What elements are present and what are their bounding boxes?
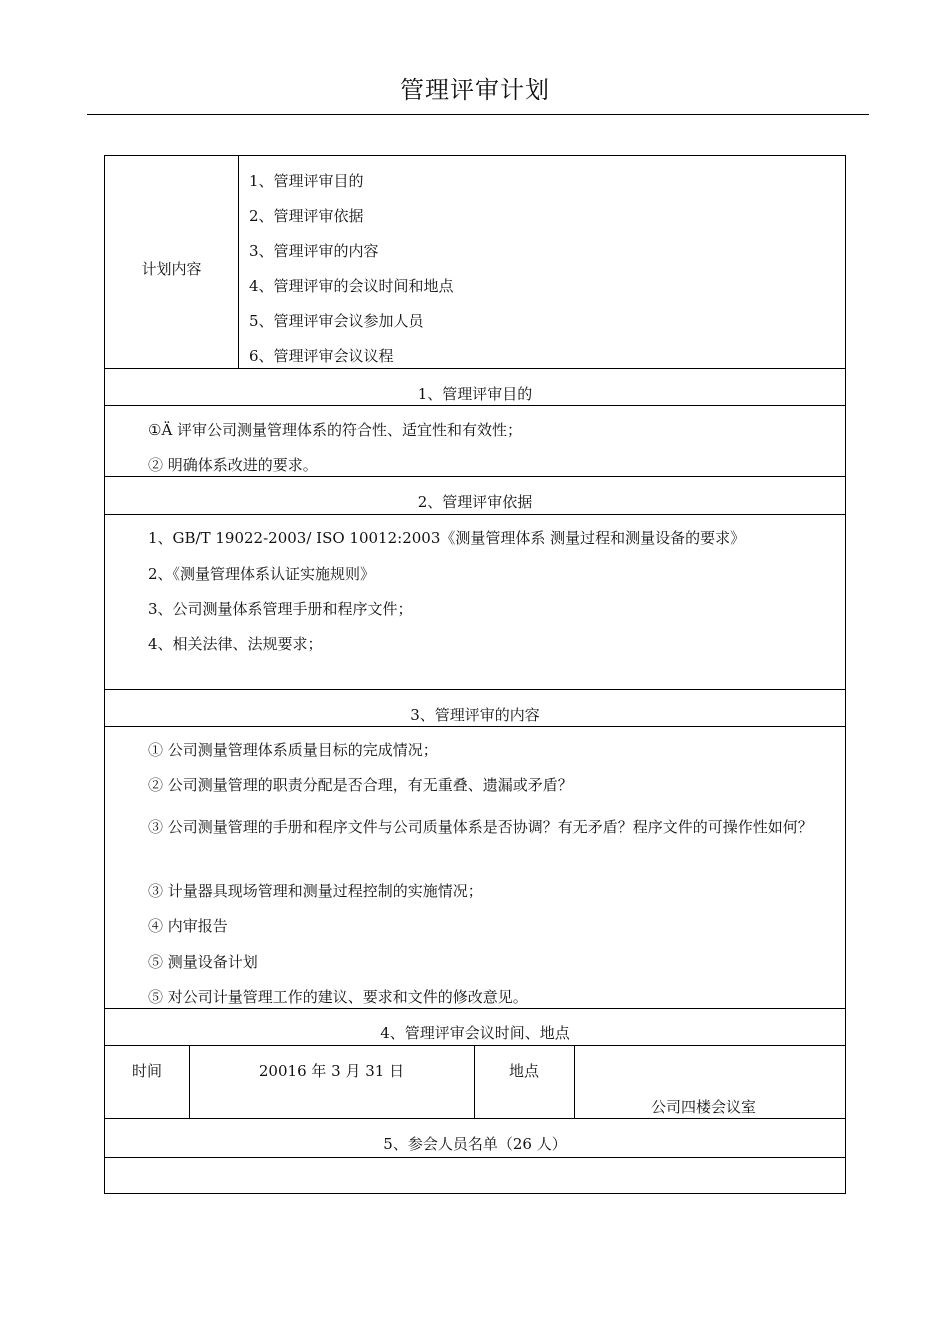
content-line: ③ 计量器具现场管理和测量过程控制的实施情况；: [148, 882, 483, 900]
content-line: ④ 内审报告: [148, 917, 228, 935]
row-divider: [105, 689, 845, 690]
time-value: 20016 年 3 月 31 日: [258, 1062, 405, 1080]
attendee-list-cell: [105, 1157, 845, 1193]
time-label: 时间: [131, 1062, 162, 1080]
row-divider: [105, 1118, 845, 1119]
content-line: ⑤ 测量设备计划: [148, 953, 258, 971]
section-heading-basis: 2、管理评审依据: [417, 493, 533, 511]
place-label: 地点: [508, 1062, 539, 1080]
basis-line: 4、相关法律、法规要求；: [148, 635, 323, 653]
content-line: ③ 公司测量管理的手册和程序文件与公司质量体系是否协调？有无矛盾？程序文件的可操作性如何？: [148, 818, 813, 836]
plan-label: 计划内容: [141, 260, 202, 278]
content-line: ① 公司测量管理体系质量目标的完成情况；: [148, 741, 438, 759]
row-divider: [105, 405, 845, 406]
basis-line: 3、公司测量体系管理手册和程序文件；: [148, 600, 413, 618]
content-line: ⑤ 对公司计量管理工作的建议、要求和文件的修改意见。: [148, 988, 528, 1006]
plan-item: 1、管理评审目的: [249, 172, 364, 190]
plan-item: 3、管理评审的内容: [249, 242, 379, 260]
row-divider: [105, 1045, 845, 1046]
section-heading-purpose: 1、管理评审目的: [417, 385, 533, 403]
basis-line: 2、《测量管理体系认证实施规则》: [148, 565, 376, 583]
plan-column-divider: [238, 156, 239, 368]
content-line: ② 公司测量管理的职责分配是否合理，有无重叠、遗漏或矛盾？: [148, 776, 573, 794]
row-divider: [105, 1008, 845, 1009]
section-heading-attendees: 5、参会人员名单（26 人）: [383, 1135, 567, 1153]
title-underline: [87, 114, 869, 115]
plan-item: 5、管理评审会议参加人员: [249, 312, 424, 330]
basis-line: 1、GB/T 19022-2003/ ISO 10012:2003《测量管理体系 测量过程和测量设备的要求》: [148, 529, 746, 547]
purpose-line: ①Ä 评审公司测量管理体系的符合性、适宜性和有效性；: [148, 421, 523, 439]
row-divider: [105, 514, 845, 515]
row-divider: [105, 368, 845, 369]
row-divider: [105, 476, 845, 477]
purpose-line: ② 明确体系改进的要求。: [148, 456, 318, 474]
row-divider: [105, 726, 845, 727]
section-heading-time-place: 4、管理评审会议时间、地点: [380, 1024, 570, 1042]
plan-item: 2、管理评审依据: [249, 207, 364, 225]
document-title: 管理评审计划: [400, 76, 550, 104]
plan-item: 4、管理评审的会议时间和地点: [249, 277, 454, 295]
plan-item: 6、管理评审会议议程: [249, 347, 394, 365]
column-divider: [574, 1045, 575, 1118]
column-divider: [189, 1045, 190, 1118]
section-heading-content: 3、管理评审的内容: [410, 706, 540, 724]
place-value: 公司四楼会议室: [651, 1098, 757, 1116]
column-divider: [474, 1045, 475, 1118]
plan-table: [104, 155, 846, 1194]
